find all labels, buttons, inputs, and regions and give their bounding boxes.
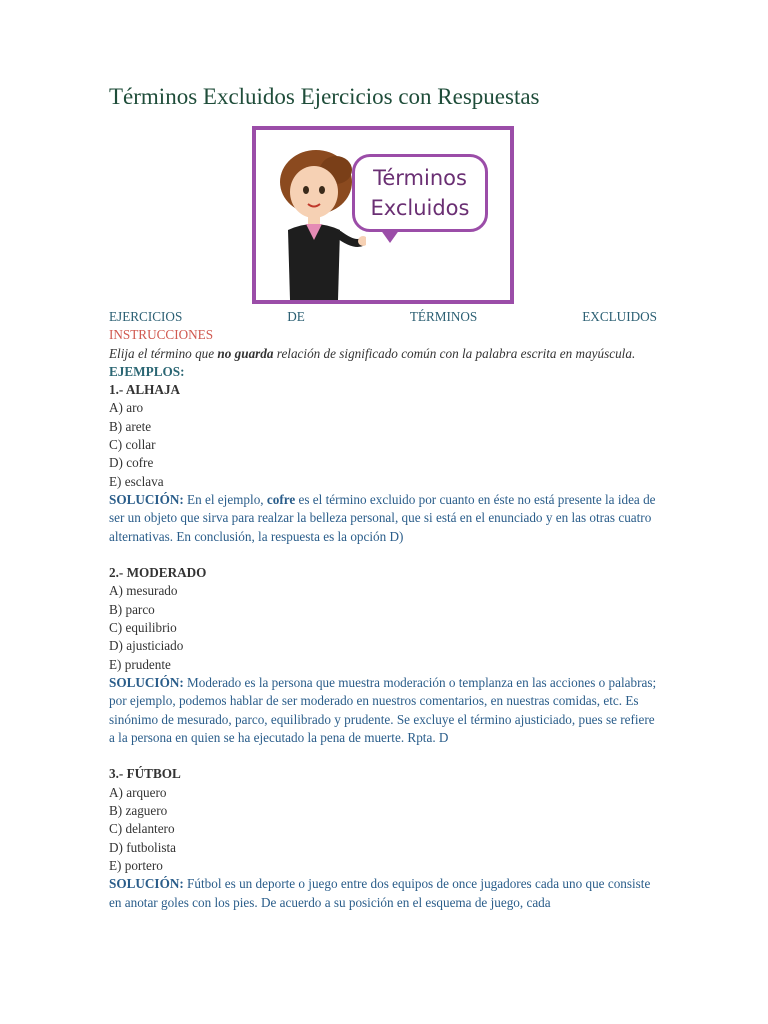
- woman-illustration: [266, 130, 366, 300]
- speech-bubble-tail: [380, 229, 400, 243]
- question-title: 3.- FÚTBOL: [109, 766, 181, 782]
- speech-bubble: [352, 154, 488, 232]
- spacer: [109, 546, 657, 564]
- solution-text: SOLUCIÓN: Fútbol es un deporte o juego entre dos equipos de once jugadores cada uno que consiste en anotar goles con los pies. De acuerdo a su posición en el esquema de juego, cada: [109, 876, 651, 910]
- heading-word: TÉRMINOS: [409, 309, 478, 324]
- solution-label: SOLUCIÓN:: [109, 674, 184, 690]
- solution-text: SOLUCIÓN: Moderado es la persona que muestra moderación o templanza en las acciones o palabras; por ejemplo, podemos hablar de ser moderado en nuestros comentarios, en nuestras comidas, etc. Es sinónimo de mesurado, parco, equilibrado y prudente. Se excluye el término ajusticiado, pues se refiere a la persona en quien se ha ejecutado la pena de muerte. Rpta. D: [109, 674, 657, 745]
- answer-option: D) futbolista: [109, 839, 177, 855]
- answer-option: C) collar: [109, 437, 156, 453]
- heading-word: EXCLUIDOS: [582, 309, 657, 324]
- answer-option: D) ajusticiado: [109, 638, 184, 654]
- solution-label: SOLUCIÓN:: [109, 876, 184, 892]
- answer-option: E) prudente: [109, 656, 171, 672]
- answer-option: E) portero: [109, 857, 163, 873]
- instructions-label: INSTRUCCIONES: [109, 327, 214, 343]
- answer-option: B) arete: [109, 418, 152, 434]
- page-title: Términos Excluidos Ejercicios con Respuestas: [109, 84, 540, 109]
- answer-option: A) mesurado: [109, 583, 178, 599]
- question-title: 2.- MODERADO: [109, 565, 207, 581]
- instructions-post: relación de significado común con la palabra escrita en mayúscula.: [273, 345, 636, 361]
- instructions-text: [109, 345, 657, 363]
- heading-word: DE: [287, 309, 305, 324]
- answer-option: A) arquero: [109, 784, 167, 800]
- answer-option: A) aro: [109, 400, 144, 416]
- heading-word: EJERCICIOS: [109, 309, 183, 324]
- answer-option: D) cofre: [109, 455, 154, 471]
- question-title: 1.- ALHAJA: [109, 382, 181, 398]
- spacer: [109, 747, 657, 765]
- answer-option: B) zaguero: [109, 803, 168, 819]
- bubble-line-1: Términos: [373, 166, 467, 190]
- instructions-bold: no guarda: [217, 345, 274, 361]
- header-illustration: [252, 126, 514, 304]
- answer-option: E) esclava: [109, 473, 164, 489]
- examples-label: EJEMPLOS:: [109, 363, 185, 379]
- solution-keyword: cofre: [266, 491, 296, 507]
- exercise-content: [109, 308, 657, 912]
- bubble-line-2: Excluidos: [370, 196, 470, 220]
- question-list: [109, 381, 657, 912]
- instructions-pre: Elija el término que: [109, 345, 218, 361]
- section-heading: [109, 308, 657, 326]
- answer-option: C) delantero: [109, 821, 175, 837]
- answer-option: B) parco: [109, 601, 155, 617]
- solution-label: SOLUCIÓN:: [109, 491, 184, 507]
- solution-text: SOLUCIÓN: En el ejemplo, cofre es el término excluido por cuanto en éste no está presente la idea de ser un objeto que sirva para realzar la belleza personal, que si está en el enunciado y en las otras cuatro alternativas. En conclusión, la respuesta es la opción D): [109, 491, 656, 544]
- answer-option: C) equilibrio: [109, 620, 177, 636]
